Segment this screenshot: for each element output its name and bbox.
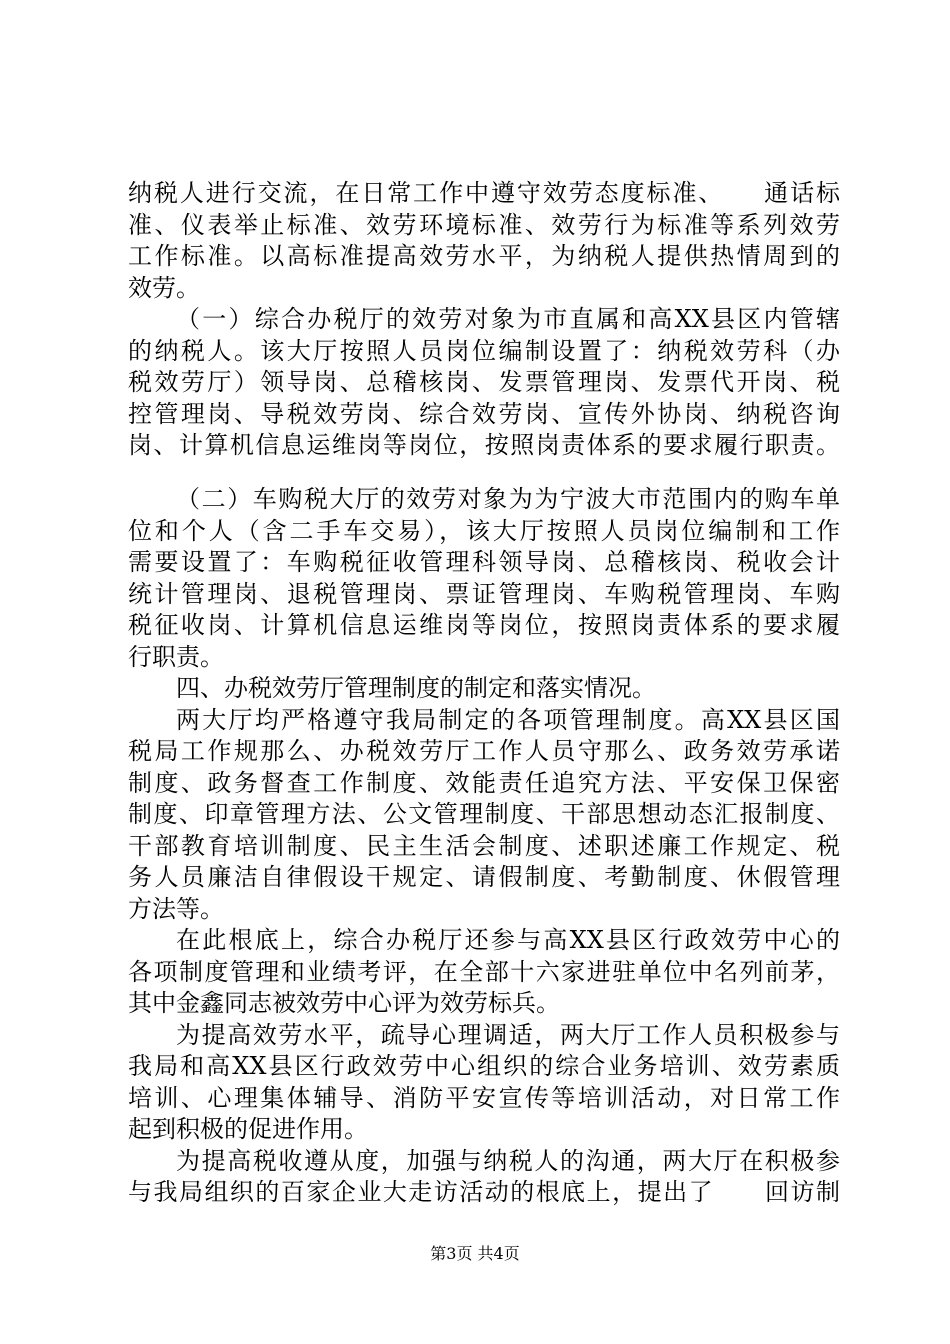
- text-line: 与我局组织的百家企业大走访活动的根底上，提出了 回访制: [128, 1178, 840, 1206]
- text-line: 务人员廉洁自律假设干规定、请假制度、考勤制度、休假管理: [128, 863, 840, 891]
- text-line: 纳税人进行交流，在日常工作中遵守效劳态度标准、 通话标: [128, 179, 840, 207]
- text-line: 统计管理岗、退税管理岗、票证管理岗、车购税管理岗、车购: [128, 579, 840, 608]
- text-line: 各项制度管理和业绩考评，在全部十六家进驻单位中名列前茅，: [128, 957, 840, 986]
- text-line: （二）车购税大厅的效劳对象为为宁波大市范围内的购车单: [176, 485, 840, 513]
- text-line: 行职责。: [128, 642, 224, 671]
- text-line: 两大厅均严格遵守我局制定的各项管理制度。高XX县区国: [176, 705, 840, 734]
- text-line: 位和个人（含二手车交易），该大厅按照人员岗位编制和工作: [128, 516, 840, 545]
- page-footer: [0, 1244, 950, 1264]
- text-line: 税效劳厅）领导岗、总稽核岗、发票管理岗、发票代开岗、税: [128, 368, 840, 396]
- text-line: 税局工作规那么、办税效劳厅工作人员守那么、政务效劳承诺: [128, 737, 840, 765]
- text-line: 我局和高XX县区行政效劳中心组织的综合业务培训、效劳素质: [128, 1052, 840, 1080]
- text-line: 在此根底上，综合办税厅还参与高XX县区行政效劳中心的: [176, 926, 840, 954]
- text-line: 其中金鑫同志被效劳中心评为效劳标兵。: [128, 989, 560, 1017]
- text-line: 控管理岗、导税效劳岗、综合效劳岗、宣传外协岗、纳税咨询: [128, 399, 840, 428]
- page-number-label: 第3页 共4页: [430, 1244, 520, 1263]
- text-line: 干部教育培训制度、民主生活会制度、述职述廉工作规定、税: [128, 831, 840, 860]
- text-line: 工作标准。以高标准提高效劳水平，为纳税人提供热情周到的: [128, 242, 840, 270]
- body-text-block-2: [128, 484, 840, 1209]
- text-line: 税征收岗、计算机信息运维岗等岗位，按照岗责体系的要求履: [128, 611, 840, 639]
- text-line: 制度、政务督查工作制度、效能责任追究方法、平安保卫保密: [128, 768, 840, 797]
- text-line: 方法等。: [128, 894, 224, 923]
- text-line: （一）综合办税厅的效劳对象为市直属和高XX县区内管辖: [176, 305, 840, 333]
- text-line: 的纳税人。该大厅按照人员岗位编制设置了：纳税效劳科（办: [128, 336, 840, 365]
- text-line: 起到积极的促进作用。: [128, 1115, 368, 1143]
- text-line: 为提高税收遵从度，加强与纳税人的沟通，两大厅在积极参: [176, 1146, 840, 1175]
- text-line: 制度、印章管理方法、公文管理制度、干部思想动态汇报制度、: [128, 800, 840, 828]
- body-text-block-1: [128, 178, 840, 462]
- text-line: 为提高效劳水平，疏导心理调适，两大厅工作人员积极参与: [176, 1020, 840, 1049]
- section-heading: 四、办税效劳厅管理制度的制定和落实情况。: [176, 674, 656, 702]
- text-line: 准、仪表举止标准、效劳环境标准、效劳行为标准等系列效劳: [128, 210, 840, 239]
- text-line: 培训、心理集体辅导、消防平安宣传等培训活动，对日常工作: [128, 1083, 840, 1112]
- text-line: 岗、计算机信息运维岗等岗位，按照岗责体系的要求履行职责。: [128, 431, 840, 459]
- text-line: 效劳。: [128, 273, 200, 302]
- text-line: 需要设置了：车购税征收管理科领导岗、总稽核岗、税收会计: [128, 548, 840, 576]
